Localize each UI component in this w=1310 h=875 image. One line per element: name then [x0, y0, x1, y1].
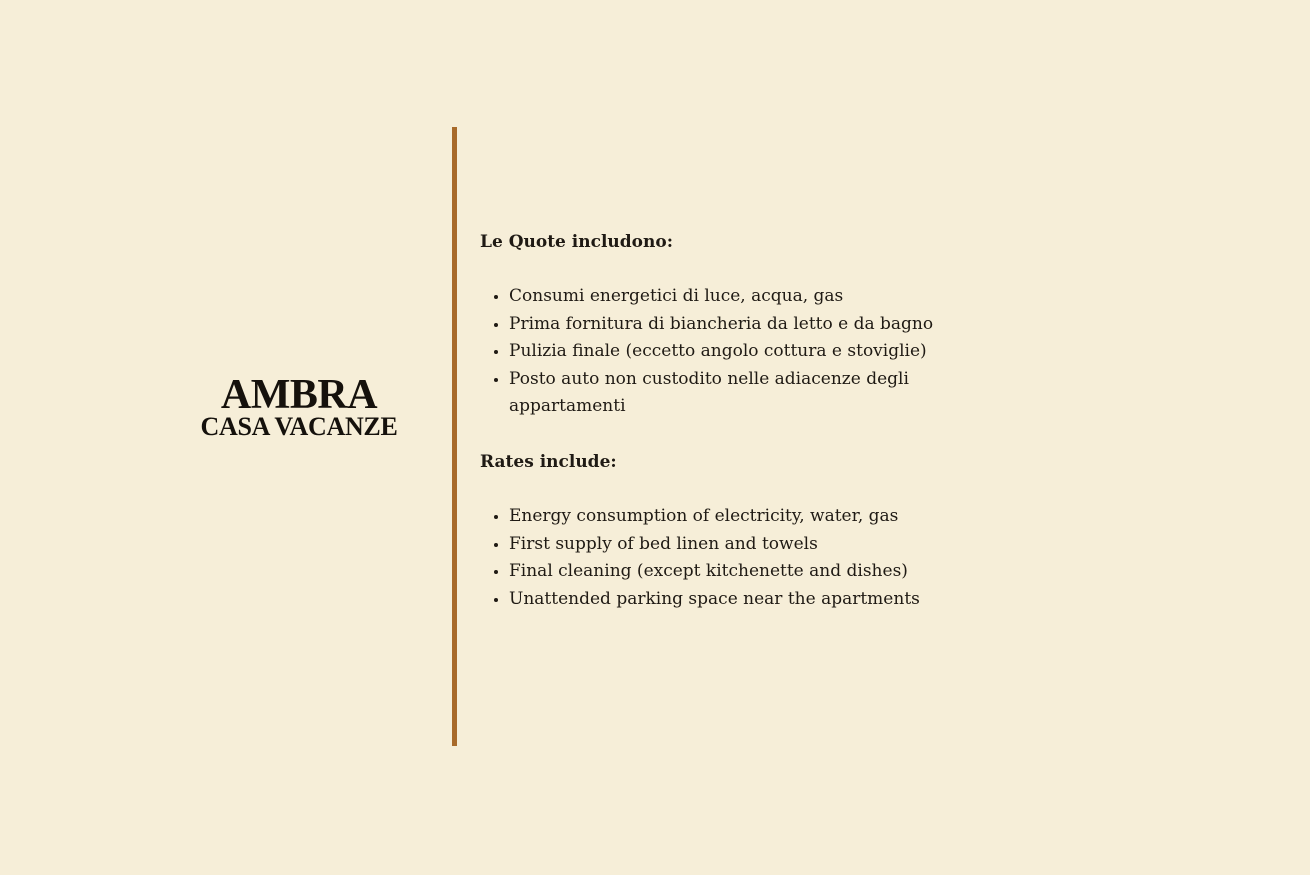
list-item: • Energy consumption of electricity, water, gas	[509, 503, 1020, 531]
list-item: • Pulizia finale (eccetto angolo cottura e stoviglie)	[509, 338, 1020, 366]
list-item: • Posto auto non custodito nelle adiacenze degli appartamenti	[509, 366, 949, 421]
list-item: • Unattended parking space near the apartments	[509, 586, 1020, 614]
list-item: • Prima fornitura di biancheria da letto e da bagno	[509, 311, 1020, 339]
italian-heading: Le Quote includono:	[480, 232, 673, 252]
list-item: • Consumi energetici di luce, acqua, gas	[509, 283, 1020, 311]
list-item: • Final cleaning (except kitchenette and dishes)	[509, 558, 1020, 586]
list-item: • First supply of bed linen and towels	[509, 531, 1020, 559]
brand-name: AMBRA	[220, 372, 378, 418]
english-list	[480, 503, 1020, 613]
rates-content	[480, 228, 1020, 640]
vertical-divider	[452, 127, 457, 746]
italian-list	[480, 283, 1020, 421]
brand-logo	[170, 372, 428, 441]
english-heading: Rates include:	[480, 451, 617, 472]
brand-subtitle: CASA VACANZE	[200, 412, 398, 441]
